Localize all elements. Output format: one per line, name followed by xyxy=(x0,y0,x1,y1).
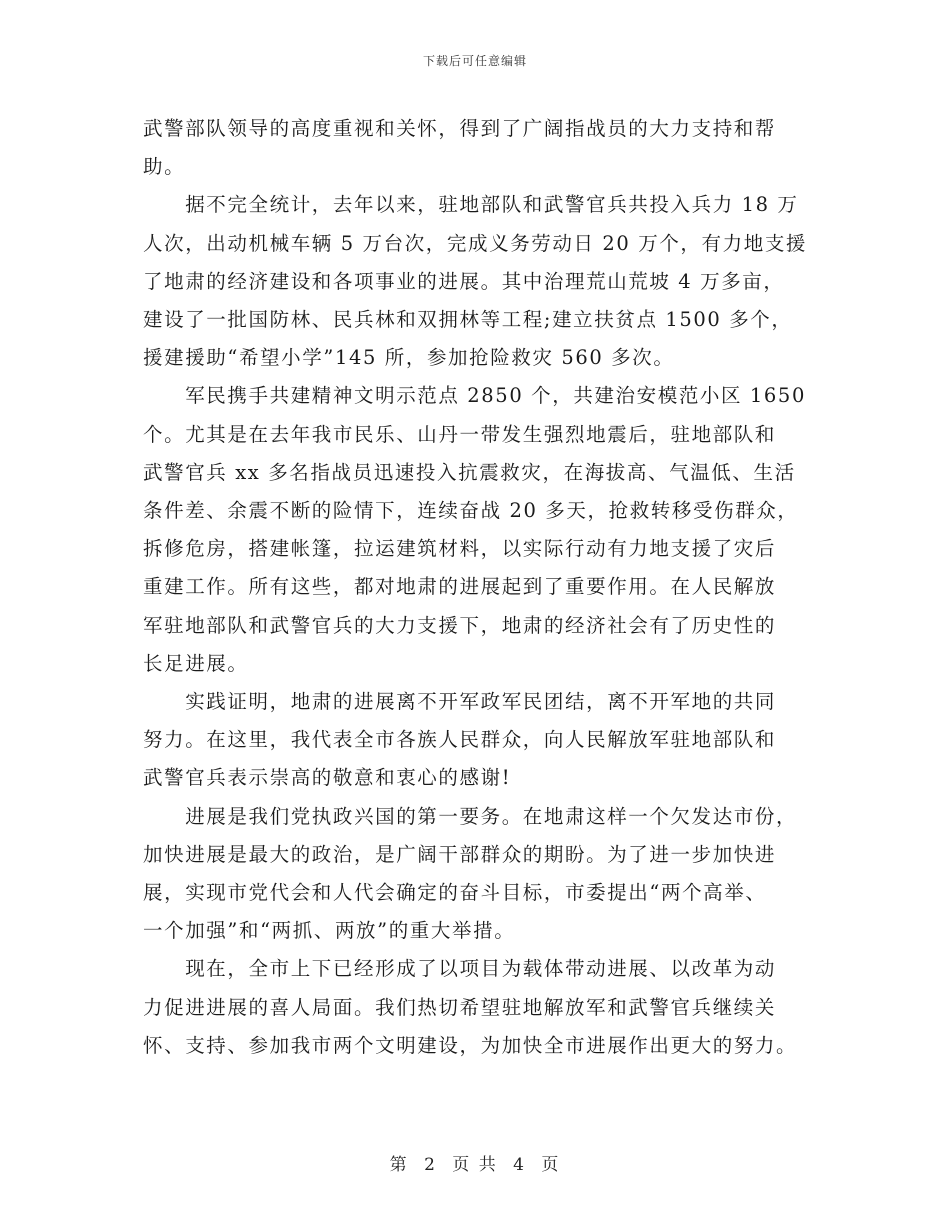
paragraph-3: 军民携手共建精神文明示范点 2850 个，共建治安模范小区 1650 个。尤其是在去年我市民乐、山丹一带发生强烈地震后，驻地部队和 武警官兵 xx 多名指战员迅速投入抗震救灾，在海拔高、气温低、生活 条件差、余震不断的险情下，连续奋战 20 多天，抢救转移受伤群众， 拆修危房，搭建帐篷，拉运建筑材料，以实际行动有力地支援了灾后 重建工作。所有这些，都对地肃的进展起到了重要作用。在人民解放 军驻地部队和武警官兵的大力支援下，地肃的经济社会有了历史性的 长足进展。 xyxy=(143,384,806,675)
footer-middle: 页 共 xyxy=(452,1155,498,1175)
document-body xyxy=(143,110,808,1065)
paragraph-5: 进展是我们党执政兴国的第一要务。在地肃这样一个欠发达市份， 加快进展是最大的政治，是广阔干部群众的期盼。为了进一步加快进 展，实现市党代会和人代会确定的奋斗目标，市委提出“两个高举、 一个加强”和“两抓、两放”的重大举措。 xyxy=(143,804,798,943)
paragraph-4: 实践证明，地肃的进展离不开军政军民团结，离不开军地的共同 努力。在这里，我代表全市各族人民群众，向人民解放军驻地部队和 武警官兵表示崇高的敬意和衷心的感谢! xyxy=(143,690,777,790)
footer-total-pages: 4 xyxy=(513,1155,526,1175)
paragraph-2: 据不完全统计，去年以来，驻地部队和武警官兵共投入兵力 18 万 人次，出动机械车辆 5 万台次，完成义务劳动日 20 万个，有力地支援 了地肃的经济建设和各项事业的进展。其中治理荒山荒坡 4 万多亩， 建设了一批国防林、民兵林和双拥林等工程;建立扶贫点 1500 多个， 援建援助“希望小学”145 所，参加抢险救灾 560 多次。 xyxy=(143,193,808,370)
page-header: 下载后可任意编辑 xyxy=(422,54,527,68)
footer-current-page: 2 xyxy=(424,1155,437,1175)
footer-prefix: 第 xyxy=(389,1155,409,1175)
paragraph-1: 武警部队领导的高度重视和关怀，得到了广阔指战员的大力支持和帮 助。 xyxy=(143,117,777,179)
paragraph-6: 现在，全市上下已经形成了以项目为载体带动进展、以改革为动 力促进进展的喜人局面。我们热切希望驻地解放军和武警官兵继续关 怀、支持、参加我市两个文明建设，为加快全市进展作出更大的努力。 xyxy=(143,957,798,1057)
footer-suffix: 页 xyxy=(541,1155,561,1175)
page-footer xyxy=(0,1150,950,1175)
